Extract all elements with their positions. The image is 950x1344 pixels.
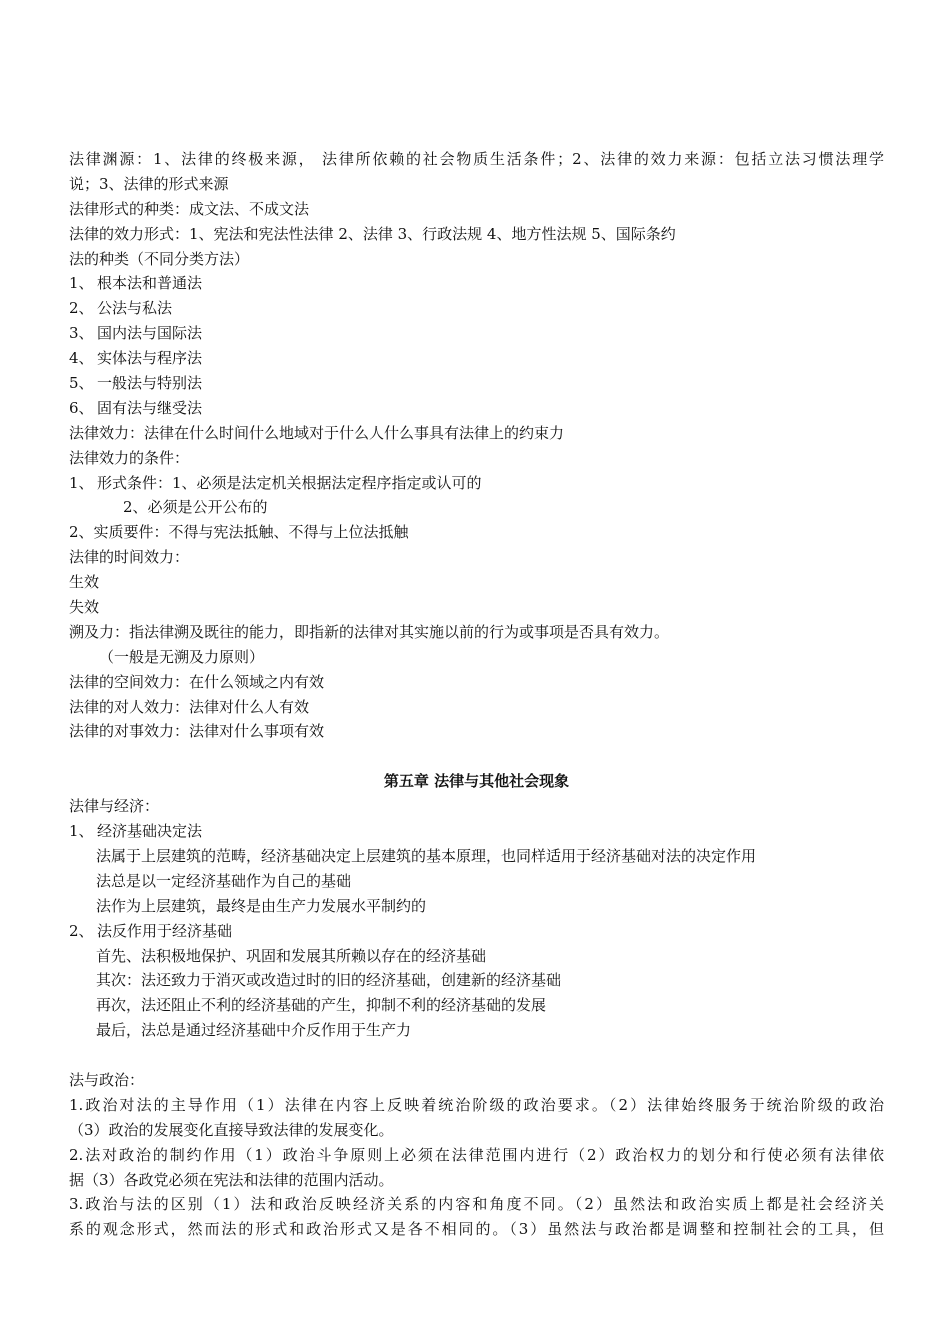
list-number: 5、 bbox=[69, 374, 94, 393]
space-validity: 法律的空间效力：在什么领域之内有效 bbox=[69, 672, 325, 691]
politics-title: 法与政治： bbox=[69, 1070, 145, 1089]
list-number: 1、 bbox=[69, 822, 94, 841]
politics-line: 系的观念形式，然而法的形式和政治形式又是各不相同的。（3）虽然法与政治都是调整和控制社会的工具，但 bbox=[69, 1220, 884, 1239]
list-number: 3、 bbox=[69, 324, 94, 343]
list-text: 根本法和普通法 bbox=[97, 274, 203, 293]
list-number: 4、 bbox=[69, 349, 94, 368]
list-text: 实体法与程序法 bbox=[97, 349, 203, 368]
list-item bbox=[69, 271, 884, 296]
list-number: 2、 bbox=[69, 299, 94, 318]
spacer bbox=[69, 744, 884, 769]
economy-point-1-item: 法属于上层建筑的范畴，经济基础决定上层建筑的基本原理，也同样适用于经济基础对法的决定作用 bbox=[96, 846, 757, 865]
politics-line: 2.法对政治的制约作用（1）政治斗争原则上必须在法律范围内进行（2）政治权力的划分和行使必须有法律依 bbox=[69, 1145, 884, 1164]
economy-point-2 bbox=[69, 919, 884, 944]
validity-conditions-title: 法律效力的条件： bbox=[69, 448, 190, 467]
list-item bbox=[69, 321, 884, 346]
economy-point-1-item: 法作为上层建筑，最终是由生产力发展水平制约的 bbox=[96, 896, 427, 915]
list-number: 1、 bbox=[69, 473, 94, 492]
list-item bbox=[69, 396, 884, 421]
formal-condition bbox=[69, 471, 884, 496]
politics-line: （3）政治的发展变化直接导致法律的发展变化。 bbox=[69, 1120, 394, 1139]
economy-point-2-item: 首先、法积极地保护、巩固和发展其所赖以存在的经济基础 bbox=[96, 946, 487, 965]
list-item bbox=[69, 371, 884, 396]
politics-line: 1.政治对法的主导作用（1）法律在内容上反映着统治阶级的政治要求。（2）法律始终服务于统治阶级的政治 bbox=[69, 1095, 884, 1114]
economy-point-1 bbox=[69, 819, 884, 844]
economy-point-1-title: 经济基础决定法 bbox=[97, 822, 203, 841]
effective-label: 生效 bbox=[69, 573, 100, 592]
substantive-condition: 2、实质要件：不得与宪法抵触、不得与上位法抵触 bbox=[69, 523, 409, 542]
spacer bbox=[69, 1043, 884, 1068]
sources-line-1: 法律渊源：1、法律的终极来源， 法律所依赖的社会物质生活条件；2、法律的效力来源：包括立法习惯法理学 bbox=[69, 150, 884, 168]
politics-line: 3.政治与法的区别（1）法和政治反映经济关系的内容和角度不同。（2）虽然法和政治实质上都是社会经济关 bbox=[69, 1195, 884, 1214]
matter-validity: 法律的对事效力：法律对什么事项有效 bbox=[69, 722, 325, 741]
list-number: 2、 bbox=[69, 921, 94, 940]
person-validity: 法律的对人效力：法律对什么人有效 bbox=[69, 697, 310, 716]
politics-line: 据（3）各政党必须在宪法和法律的范围内活动。 bbox=[69, 1170, 394, 1189]
retroactivity-note: （一般是无溯及力原则） bbox=[99, 647, 265, 666]
sources-line-2: 说；3、法律的形式来源 bbox=[69, 174, 229, 193]
formal-condition-text: 形式条件：1、必须是法定机关根据法定程序指定或认可的 bbox=[97, 473, 482, 492]
chapter-title: 第五章 法律与其他社会现象 bbox=[383, 772, 570, 791]
economy-point-2-item: 再次，法还阻止不利的经济基础的产生，抑制不利的经济基础的发展 bbox=[96, 996, 547, 1015]
effect-forms: 法律的效力形式：1、宪法和宪法性法律 2、法律 3、行政法规 4、地方性法规 5、国际条约 bbox=[69, 224, 676, 243]
document-body bbox=[69, 147, 884, 1242]
economy-point-2-item: 其次：法还致力于消灭或改造过时的旧的经济基础，创建新的经济基础 bbox=[96, 971, 562, 990]
list-text: 固有法与继受法 bbox=[97, 398, 203, 417]
economy-point-1-item: 法总是以一定经济基础作为自己的基础 bbox=[96, 871, 352, 890]
invalid-label: 失效 bbox=[69, 598, 100, 617]
list-item bbox=[69, 346, 884, 371]
list-text: 一般法与特别法 bbox=[97, 374, 203, 393]
kinds-list bbox=[69, 271, 884, 420]
formal-condition-2: 2、必须是公开公布的 bbox=[123, 498, 268, 517]
economy-title: 法律与经济： bbox=[69, 797, 160, 816]
economy-point-2-title: 法反作用于经济基础 bbox=[97, 921, 233, 940]
list-text: 公法与私法 bbox=[97, 299, 173, 318]
kinds-title: 法的种类（不同分类方法） bbox=[69, 249, 250, 268]
list-text: 国内法与国际法 bbox=[97, 324, 203, 343]
retroactivity: 溯及力：指法律溯及既往的能力，即指新的法律对其实施以前的行为或事项是否具有效力。 bbox=[69, 622, 670, 641]
forms-types: 法律形式的种类：成文法、不成文法 bbox=[69, 199, 310, 218]
list-number: 1、 bbox=[69, 274, 94, 293]
validity-definition: 法律效力：法律在什么时间什么地域对于什么人什么事具有法律上的约束力 bbox=[69, 423, 565, 442]
list-item bbox=[69, 296, 884, 321]
list-number: 6、 bbox=[69, 398, 94, 417]
economy-point-2-item: 最后，法总是通过经济基础中介反作用于生产力 bbox=[96, 1021, 412, 1040]
time-validity-title: 法律的时间效力： bbox=[69, 548, 190, 567]
